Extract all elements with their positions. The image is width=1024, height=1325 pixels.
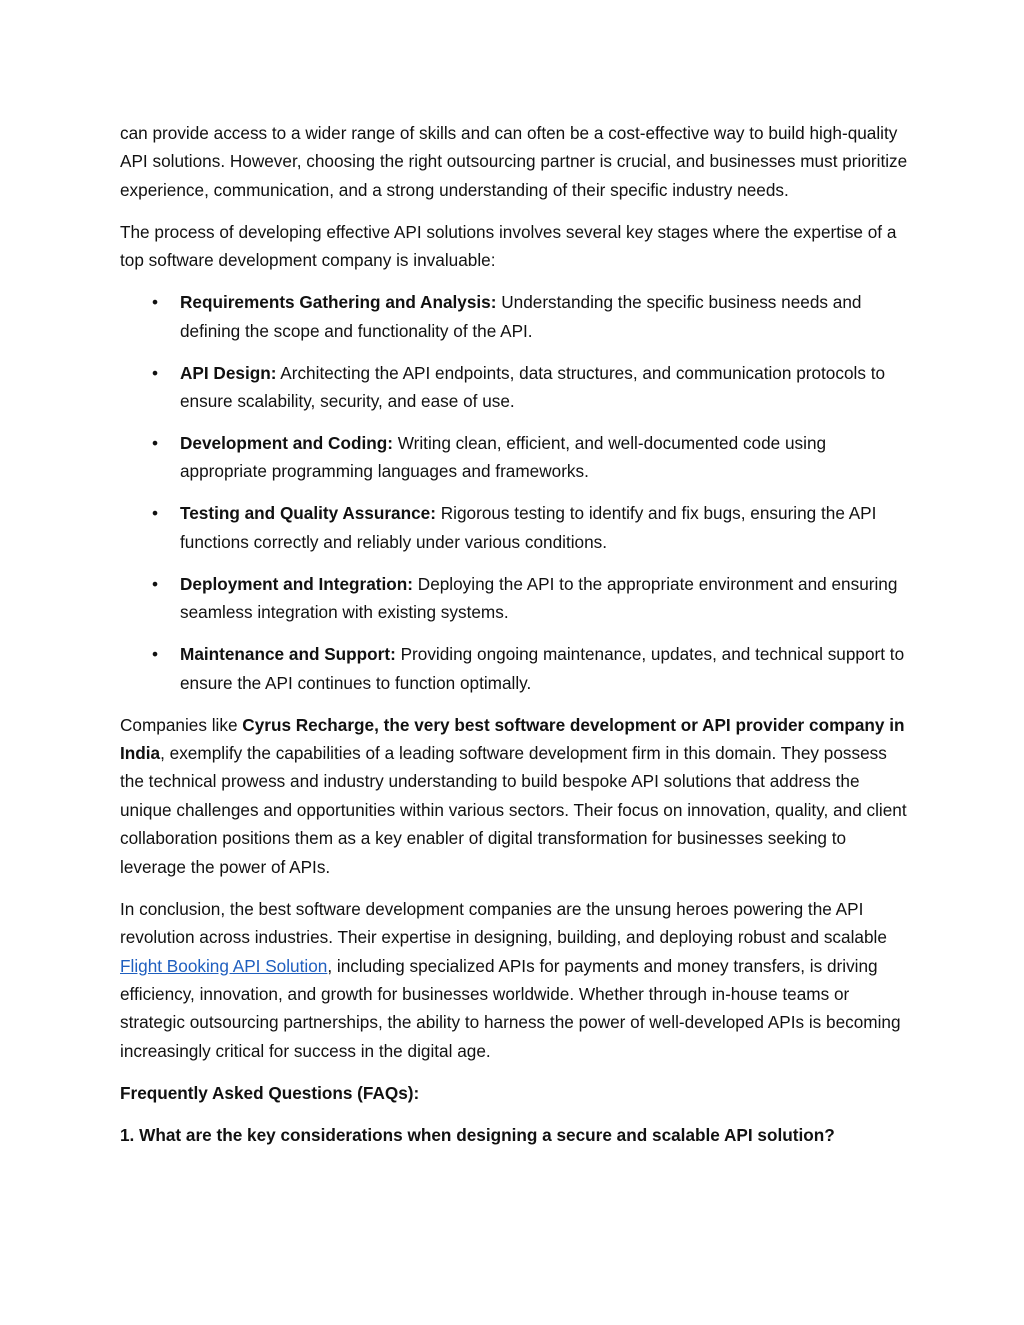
paragraph-process-intro: The process of developing effective API solutions involves several key stages where the expertise of a top software development company is invaluable: — [120, 221, 897, 271]
stage-text: Writing clean, efficient, and well-documented code using appropriate programming languages and frameworks. — [180, 433, 827, 482]
paragraph-outsourcing: can provide access to a wider range of skills and can often be a cost-effective way to build high-quality API solutions. However, choosing the right outsourcing partner is crucial, and businesses must prioritize experience, communication, and a strong understanding of their specific industry needs. — [120, 123, 908, 200]
companies-intro-text: Companies like — [120, 714, 243, 735]
stage-text: Deploying the API to the appropriate environment and ensuring seamless integration with existing systems. — [180, 573, 898, 623]
conclusion-intro-text: In conclusion, the best software development companies are the unsung heroes powering the API revolution across industries. Their expertise in designing, building, and deploying robust and scalable — [120, 898, 887, 948]
list-item — [120, 640, 910, 697]
faq-question-1: 1. What are the key considerations when designing a secure and scalable API solution? — [120, 1124, 835, 1145]
company-highlight: Cyrus Recharge, the very best software development or API provider company in India — [120, 714, 905, 764]
stage-text: Understanding the specific business needs and defining the scope and functionality of the API. — [180, 292, 862, 341]
list-item — [120, 429, 910, 486]
faq-heading: Frequently Asked Questions (FAQs): — [120, 1082, 420, 1103]
list-item — [120, 359, 910, 416]
companies-body-text: , exemplify the capabilities of a leading software development firm in this domain. They possess the technical prowess and industry understanding to build bespoke API solutions that address the unique challenges and opportunities within various sectors. Their focus on innovation, quality, and client collaboration positions them as a key enabler of digital transformation for businesses seeking to leverage the power of APIs. — [120, 743, 907, 877]
conclusion-body-text: , including specialized APIs for payments and money transfers, is driving efficiency, innovation, and growth for businesses worldwide. Whether through in-house teams or strategic outsourcing partnerships, the ability to harness the power of well-developed APIs is becoming increasingly critical for success in the digital age. — [120, 955, 901, 1061]
bullet-icon: • — [152, 433, 159, 454]
bullet-icon: • — [152, 573, 159, 594]
stage-title: Testing and Quality Assurance: — [180, 503, 436, 524]
stage-title: Requirements Gathering and Analysis: — [180, 292, 497, 313]
stage-title: Maintenance and Support: — [180, 644, 396, 665]
stage-text: Rigorous testing to identify and fix bugs, ensuring the API functions correctly and reliably under various conditions. — [180, 503, 877, 552]
stage-title: Development and Coding: — [180, 433, 393, 454]
paragraph-companies — [120, 711, 910, 881]
stages-list — [120, 288, 910, 697]
bullet-icon: • — [152, 503, 159, 524]
stage-text: Providing ongoing maintenance, updates, and technical support to ensure the API continues to function optimally. — [180, 644, 905, 693]
bullet-icon: • — [152, 292, 159, 313]
stage-title: API Design: — [180, 362, 277, 383]
stage-title: Deployment and Integration: — [180, 573, 413, 594]
list-item — [120, 570, 910, 627]
stage-text: Architecting the API endpoints, data structures, and communication protocols to ensure scalability, security, and ease of use. — [180, 362, 886, 412]
paragraph-conclusion — [120, 895, 910, 1065]
bullet-icon: • — [152, 362, 159, 383]
list-item — [120, 499, 910, 556]
bullet-icon: • — [152, 644, 159, 665]
list-item — [120, 288, 910, 345]
flight-booking-api-link[interactable]: Flight Booking API Solution — [120, 955, 328, 976]
document-page — [120, 119, 910, 1163]
